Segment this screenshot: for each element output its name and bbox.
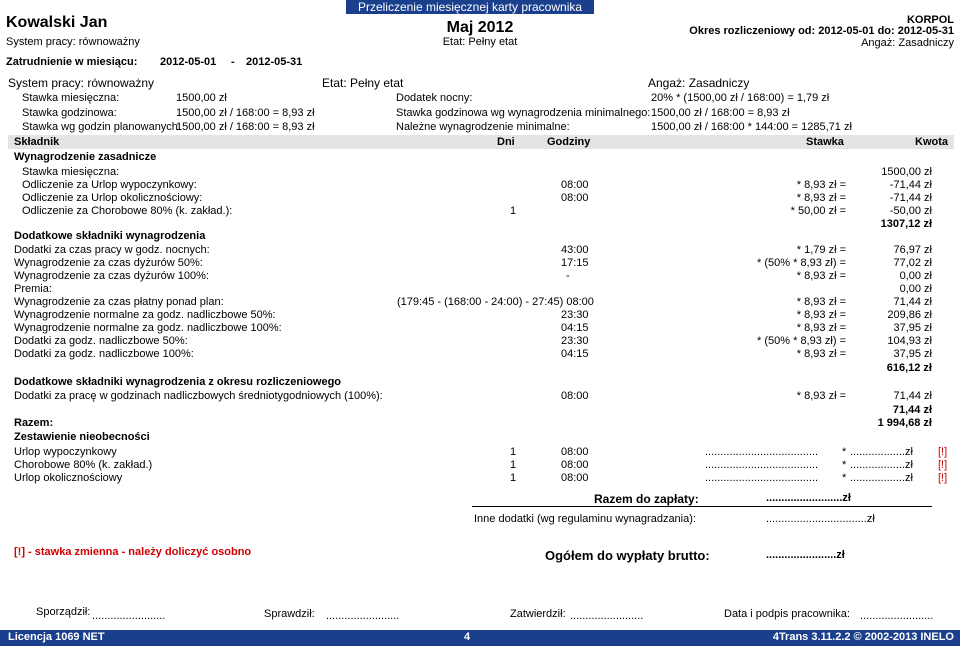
absence-amount: ..................zł xyxy=(850,459,913,471)
row-amount: -71,44 zł xyxy=(889,179,932,191)
absence-hours: 08:00 xyxy=(561,446,589,458)
row-rate: * 8,93 zł = xyxy=(796,296,846,308)
amount-to-pay-value: .........................zł xyxy=(766,492,851,504)
absence-hours: 08:00 xyxy=(561,472,589,484)
col-header-component: Składnik xyxy=(14,136,60,148)
other-additions-value: .................................zł xyxy=(766,513,875,525)
gross-total-value: .......................zł xyxy=(766,549,845,561)
row-name: Stawka miesięczna: xyxy=(22,166,120,178)
row-days: 1 xyxy=(510,205,517,217)
variable-rate-flag: [!] xyxy=(938,472,948,484)
summary-engagement: Angaż: Zasadniczy xyxy=(648,76,750,90)
section-additional-total: 616,12 zł xyxy=(886,362,932,374)
row-name: Wynagrodzenie normalne za godz. nadliczbowe 50%: xyxy=(14,309,276,321)
row-name: Premia: xyxy=(14,283,52,295)
row-rate: * 8,93 zł = xyxy=(796,179,846,191)
row-hours: 43:00 xyxy=(561,244,589,256)
row-name: Wynagrodzenie za czas dyżurów 100%: xyxy=(14,270,209,282)
section-base-salary-title: Wynagrodzenie zasadnicze xyxy=(14,151,157,163)
row-rate: * 8,93 zł = xyxy=(796,348,846,360)
employment-label: Zatrudnienie w miesiącu: xyxy=(6,56,138,68)
row-hours: 08:00 xyxy=(561,179,589,191)
row-hours: - xyxy=(566,270,570,282)
summary-value: 20% * (1500,00 zł / 168:00) = 1,79 zł xyxy=(651,92,830,104)
row-amount: 76,97 zł xyxy=(893,244,932,256)
employee-name: Kowalski Jan xyxy=(6,14,108,31)
section-period-title: Dodatkowe składniki wynagrodzenia z okresu rozliczeniowego xyxy=(14,376,342,388)
summary-label: Stawka miesięczna: xyxy=(22,92,120,104)
row-hours: 04:15 xyxy=(561,322,589,334)
gross-total-label: Ogółem do wypłaty brutto: xyxy=(545,548,710,563)
summary-value: 1500,00 zł xyxy=(176,92,227,104)
summary-work-system: System pracy: równoważny xyxy=(8,76,155,90)
prepared-by-field[interactable]: ........................ xyxy=(92,610,166,622)
employee-signature-label: Data i podpis pracownika: xyxy=(724,608,850,620)
row-rate: * 8,93 zł = xyxy=(796,309,846,321)
grand-total-label: Razem: xyxy=(14,417,54,429)
row-name: Dodatki za pracę w godzinach nadliczbowych średniotygodniowych (100%): xyxy=(14,390,383,402)
row-rate: * 8,93 zł = xyxy=(796,270,846,282)
report-title-bar: Przeliczenie miesięcznej karty pracownika xyxy=(346,0,594,14)
company-name: KORPOL xyxy=(906,14,954,26)
absence-amount: ..................zł xyxy=(850,472,913,484)
section-period-total: 71,44 zł xyxy=(892,404,932,416)
row-name: Wynagrodzenie za czas płatny ponad plan: xyxy=(14,296,224,308)
row-hours: 23:30 xyxy=(561,335,589,347)
row-amount: -50,00 zł xyxy=(889,205,932,217)
row-amount: 37,95 zł xyxy=(893,322,932,334)
col-header-rate: Stawka xyxy=(806,136,844,148)
absence-amount: ..................zł xyxy=(850,446,913,458)
row-amount: 71,44 zł xyxy=(893,296,932,308)
employment-dash: - xyxy=(231,56,235,68)
summary-label: Dodatek nocny: xyxy=(396,92,473,104)
row-hours: 08:00 xyxy=(561,390,589,402)
summary-value: 1500,00 zł / 168:00 * 144:00 = 1285,71 zł xyxy=(651,121,852,133)
row-name: Wynagrodzenie za czas dyżurów 50%: xyxy=(14,257,203,269)
header-job: Etat: Pełny etat xyxy=(442,36,518,48)
header-work-system: System pracy: równoważny xyxy=(6,36,140,48)
absence-hours: 08:00 xyxy=(561,459,589,471)
row-name: Odliczenie za Urlop okolicznościowy: xyxy=(22,192,203,204)
col-header-amount: Kwota xyxy=(915,136,948,148)
summary-label: Należne wynagrodzenie minimalne: xyxy=(396,121,570,133)
row-name: Odliczenie za Chorobowe 80% (k. zakład.): xyxy=(22,205,233,217)
row-hours: 23:30 xyxy=(561,309,589,321)
row-formula: (179:45 - (168:00 - 24:00) - 27:45) 08:00 xyxy=(397,296,594,308)
divider-line xyxy=(472,506,932,507)
absence-separator: * xyxy=(842,472,847,484)
row-amount: 37,95 zł xyxy=(893,348,932,360)
row-rate: * 8,93 zł = xyxy=(796,322,846,334)
summary-value: 1500,00 zł / 168:00 = 8,93 zł xyxy=(651,107,790,119)
approved-by-field[interactable]: ........................ xyxy=(570,610,644,622)
checked-by-field[interactable]: ........................ xyxy=(326,610,400,622)
row-amount: 1500,00 zł xyxy=(881,166,932,178)
section-additional-title: Dodatkowe składniki wynagrodzenia xyxy=(14,230,206,242)
summary-value: 1500,00 zł / 168:00 = 8,93 zł xyxy=(176,107,315,119)
row-hours: 08:00 xyxy=(561,192,589,204)
prepared-by-label: Sporządził: xyxy=(36,606,91,618)
absence-name: Urlop wypoczynkowy xyxy=(14,446,117,458)
variable-rate-flag: [!] xyxy=(938,459,948,471)
page-number: 4 xyxy=(464,631,471,643)
absence-separator: * xyxy=(842,459,847,471)
row-amount: 209,86 zł xyxy=(887,309,932,321)
absence-rate: ..................................... xyxy=(705,446,819,458)
row-rate: * (50% * 8,93 zł) = xyxy=(757,335,846,347)
row-amount: 104,93 zł xyxy=(887,335,932,347)
row-amount: 77,02 zł xyxy=(893,257,932,269)
absence-days: 1 xyxy=(510,446,517,458)
other-additions-label: Inne dodatki (wg regulaminu wynagradzania): xyxy=(474,513,696,525)
license-text: Licencja 1069 NET xyxy=(8,631,105,643)
absence-days: 1 xyxy=(510,459,517,471)
summary-label: Stawka godzinowa wg wynagrodzenia minimalnego: xyxy=(396,107,651,119)
absences-title: Zestawienie nieobecności xyxy=(14,431,150,443)
row-rate: * 8,93 zł = xyxy=(796,192,846,204)
absence-name: Urlop okolicznościowy xyxy=(14,472,123,484)
row-rate: * 8,93 zł = xyxy=(796,390,846,402)
variable-rate-note: [!] - stawka zmienna - należy doliczyć osobno xyxy=(14,546,252,558)
absence-rate: ..................................... xyxy=(705,459,819,471)
summary-value: 1500,00 zł / 168:00 = 8,93 zł xyxy=(176,121,315,133)
row-name: Dodatki za godz. nadliczbowe 50%: xyxy=(14,335,188,347)
row-hours: 17:15 xyxy=(561,257,589,269)
row-rate: * (50% * 8,93 zł) = xyxy=(757,257,846,269)
row-name: Odliczenie za Urlop wypoczynkowy: xyxy=(22,179,197,191)
row-rate: * 1,79 zł = xyxy=(796,244,846,256)
employment-to: 2012-05-31 xyxy=(246,56,303,68)
header-engagement: Angaż: Zasadniczy xyxy=(861,37,954,49)
section-base-salary-total: 1307,12 zł xyxy=(880,218,932,230)
absence-name: Chorobowe 80% (k. zakład.) xyxy=(14,459,153,471)
approved-by-label: Zatwierdził: xyxy=(510,608,566,620)
row-amount: 0,00 zł xyxy=(899,283,932,295)
row-rate: * 50,00 zł = xyxy=(790,205,846,217)
row-amount: -71,44 zł xyxy=(889,192,932,204)
amount-to-pay-label: Razem do zapłaty: xyxy=(594,492,699,506)
absence-separator: * xyxy=(842,446,847,458)
col-header-days: Dni xyxy=(497,136,515,148)
absence-rate: ..................................... xyxy=(705,472,819,484)
summary-label: Stawka wg godzin planowanych: xyxy=(22,121,181,133)
checked-by-label: Sprawdził: xyxy=(264,608,315,620)
version-text: 4Trans 3.11.2.2 © 2002-2013 INELO xyxy=(772,631,954,643)
summary-job: Etat: Pełny etat xyxy=(322,76,404,90)
report-month: Maj 2012 xyxy=(446,19,514,36)
row-amount: 0,00 zł xyxy=(899,270,932,282)
row-name: Dodatki za godz. nadliczbowe 100%: xyxy=(14,348,194,360)
variable-rate-flag: [!] xyxy=(938,446,948,458)
row-name: Dodatki za czas pracy w godz. nocnych: xyxy=(14,244,210,256)
employee-signature-field[interactable]: ........................ xyxy=(860,610,934,622)
row-amount: 71,44 zł xyxy=(893,390,932,402)
grand-total-value: 1 994,68 zł xyxy=(877,417,932,429)
row-name: Wynagrodzenie normalne za godz. nadliczbowe 100%: xyxy=(14,322,282,334)
col-header-hours: Godziny xyxy=(547,136,591,148)
settlement-period: Okres rozliczeniowy od: 2012-05-01 do: 2012-05-31 xyxy=(689,25,954,37)
summary-label: Stawka godzinowa: xyxy=(22,107,117,119)
employment-from: 2012-05-01 xyxy=(160,56,217,68)
row-hours: 04:15 xyxy=(561,348,589,360)
footer-bar xyxy=(0,630,960,646)
absence-days: 1 xyxy=(510,472,517,484)
